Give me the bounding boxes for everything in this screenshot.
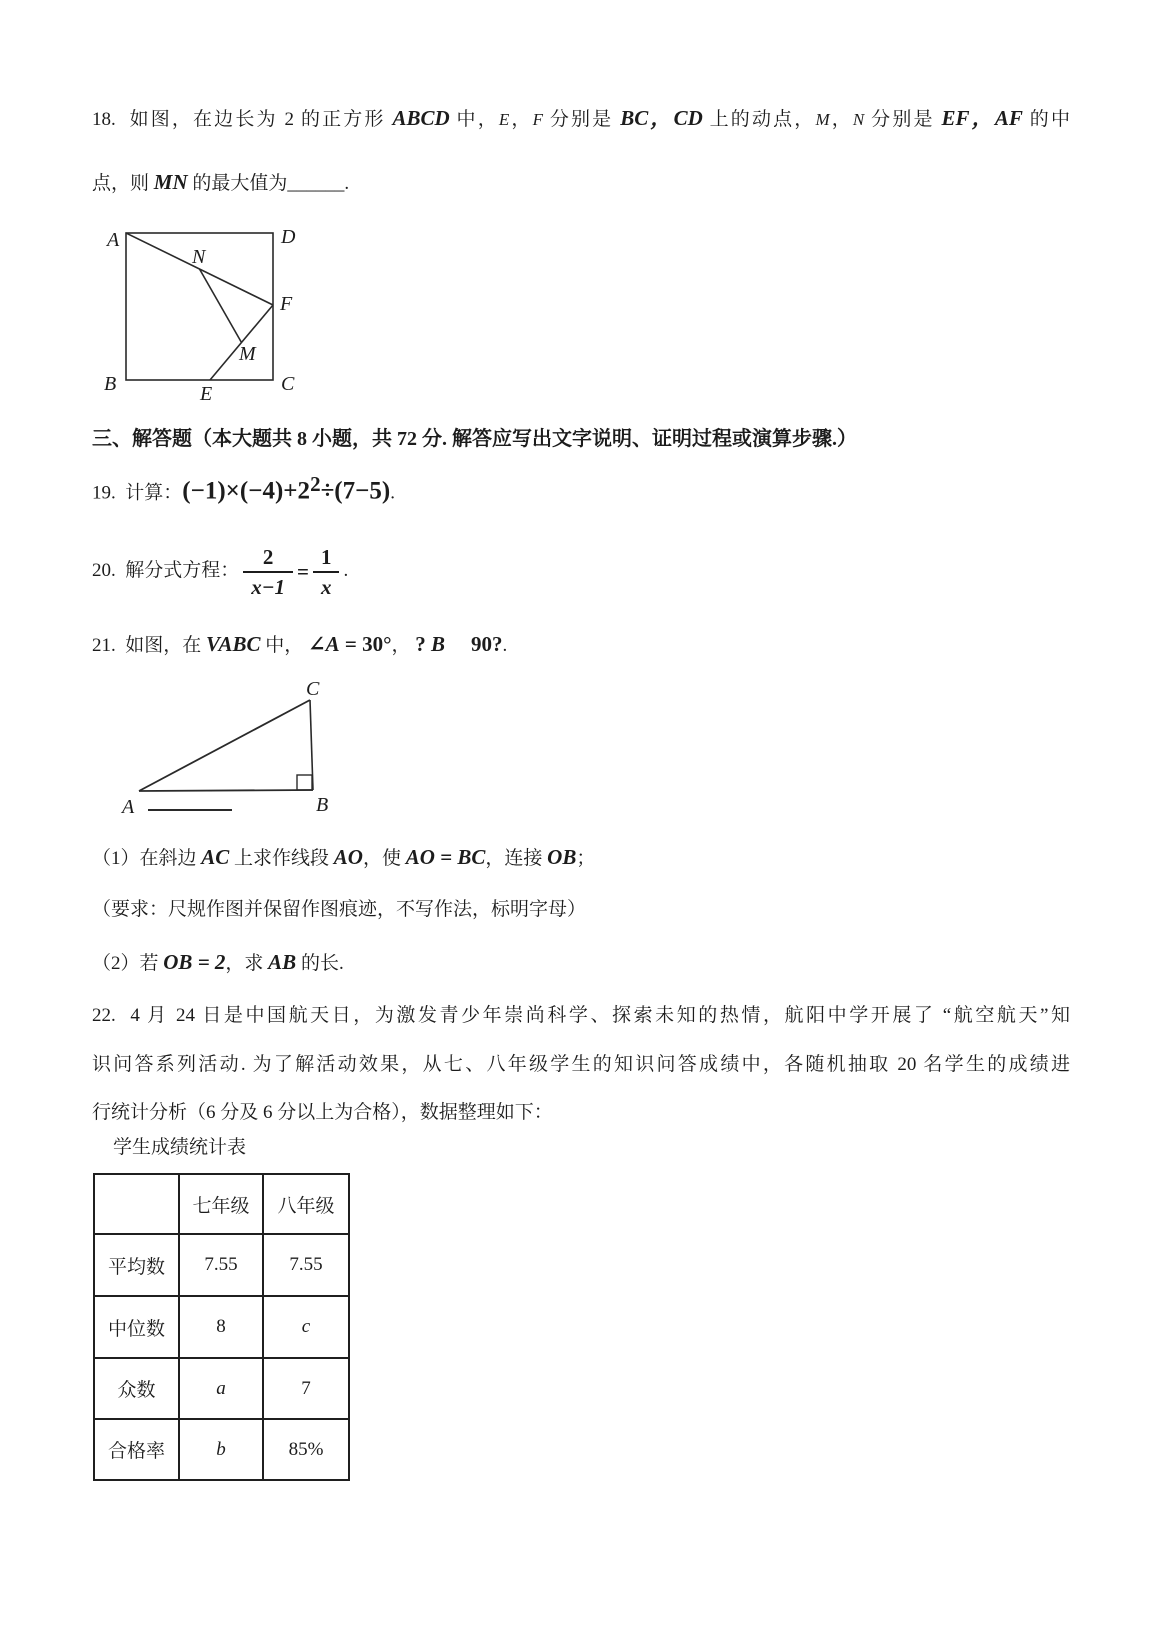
passrate-grade8: 85%: [263, 1419, 349, 1480]
label-M: M: [239, 343, 256, 365]
math-F: F: [532, 110, 543, 129]
header-blank-cell: [94, 1174, 179, 1234]
score-table-title: 学生成绩统计表: [113, 1137, 247, 1158]
q18-number: 18.: [92, 109, 116, 130]
row-label-passrate: 合格率: [94, 1419, 179, 1480]
header-grade7: 七年级: [179, 1174, 263, 1234]
row-label-median: 中位数: [94, 1296, 179, 1358]
label-B: B: [104, 373, 117, 395]
fraction-right: $\frac{1}{x}$: [313, 545, 340, 599]
median-grade8: c: [263, 1296, 349, 1358]
label-E: E: [200, 383, 213, 405]
row-label-mean: 平均数: [94, 1234, 179, 1296]
q22-line3: 行统计分析（6 分及 6 分以上为合格），数据整理如下：: [92, 1102, 553, 1123]
score-table: [93, 1173, 350, 1481]
q21-part1: （1）在斜边 AC 上求作线段 AO，使 AO = BC，连接 OB；: [92, 845, 596, 869]
angle-symbol: ∠: [308, 632, 326, 656]
math-AO-eq-BC: AO = BC: [405, 845, 486, 869]
math-OB: OB: [547, 845, 577, 869]
math-AC: AC: [201, 845, 230, 869]
mean-grade7: 7.55: [179, 1234, 263, 1296]
q18-line1: 18. 如图，在边长为 2 的正方形 ABCD 中，E，F 分别是 BC，CD 上的动点，M，N 分别是 EF，AF 的中: [92, 106, 1070, 130]
q20-line: 20. 解分式方程： $\frac{2}{x-1}$ = $\frac{1}{x}$ .: [92, 545, 349, 600]
section-3-header: 三、解答题（本大题共 8 小题，共 72 分. 解答应写出文字说明、证明过程或演算步骤.）: [92, 428, 857, 450]
q22-line1: 22. 4 月 24 日是中国航天日，为激发青少年崇尚科学、探索未知的热情，航阳中学开展了 “航空航天”知: [92, 1005, 1070, 1026]
label-C: C: [281, 373, 295, 395]
label-B: B: [316, 794, 329, 816]
side-AB: [139, 790, 313, 791]
label-C: C: [306, 678, 320, 700]
q19-label: 计算：: [125, 482, 183, 504]
q18-text-1: 如图，在边长为 2 的正方形: [129, 109, 393, 130]
math-AB: AB: [268, 950, 297, 974]
math-VABC: VABC: [206, 632, 261, 656]
math-M: M: [815, 110, 830, 129]
mean-grade8: 7.55: [263, 1234, 349, 1296]
q22-number: 22.: [92, 1005, 116, 1026]
q20-number: 20.: [92, 559, 116, 581]
table-row: [94, 1419, 349, 1480]
q19-number: 19.: [92, 482, 116, 504]
q18-figure-square: [100, 210, 320, 415]
math-E: E: [498, 110, 510, 129]
math-N: N: [852, 110, 865, 129]
label-A: A: [107, 229, 120, 251]
q19-expression-1: (−1)×(−4)+2: [182, 477, 311, 505]
math-MN: MN: [153, 170, 188, 194]
fraction-left: $\frac{2}{x-1}$: [243, 545, 293, 599]
mode-grade7: a: [179, 1358, 263, 1419]
math-OB-eq-2: OB = 2: [163, 950, 226, 974]
mode-grade8: 7: [263, 1358, 349, 1419]
q21-number: 21.: [92, 635, 116, 656]
side-AC: [139, 700, 310, 791]
table-row: [94, 1296, 349, 1358]
q21-requirement: （要求：尺规作图并保留作图痕迹，不写作法，标明字母）: [92, 899, 587, 920]
q22-line2: 识问答系列活动. 为了解活动效果，从七、八年级学生的知识问答成绩中，各随机抽取 20 名学生的成绩进: [92, 1054, 1070, 1075]
q21-line: 21. 如图，在 VABC 中， ∠A = 30°， ? B 90?.: [92, 632, 508, 656]
median-grade7: 8: [179, 1296, 263, 1358]
triangle-ABC-figure: [110, 655, 350, 820]
label-F: F: [280, 293, 293, 315]
q19-exponent: 2: [310, 472, 321, 496]
label-N: N: [192, 246, 206, 268]
table-row: [94, 1358, 349, 1419]
q21-part2: （2）若 OB = 2，求 AB 的长.: [92, 950, 344, 974]
row-label-mode: 众数: [94, 1358, 179, 1419]
math-BC-CD: BC，CD: [620, 106, 703, 130]
label-A: A: [122, 796, 135, 818]
math-EF-AF: EF，AF: [941, 106, 1023, 130]
square-ABCD-figure: [100, 210, 320, 410]
label-D: D: [281, 226, 296, 248]
equals-sign: =: [297, 559, 309, 584]
q19-expression-2: ÷(7−5): [320, 477, 391, 505]
header-grade8: 八年级: [263, 1174, 349, 1234]
q18-line2: 点，则 MN 的最大值为______.: [92, 170, 350, 194]
q20-label: 解分式方程：: [125, 559, 240, 581]
math-ABCD: ABCD: [392, 106, 450, 130]
math-AO: AO: [333, 845, 363, 869]
q19-line: 19. 计算：$(-1)\times(-4)+2^2\div(7-5)$.: [92, 472, 395, 505]
passrate-grade7: b: [179, 1419, 263, 1480]
q21-figure-triangle: [110, 655, 350, 825]
table-header-row: [94, 1174, 349, 1234]
table-row: [94, 1234, 349, 1296]
right-angle-mark: [297, 775, 312, 790]
